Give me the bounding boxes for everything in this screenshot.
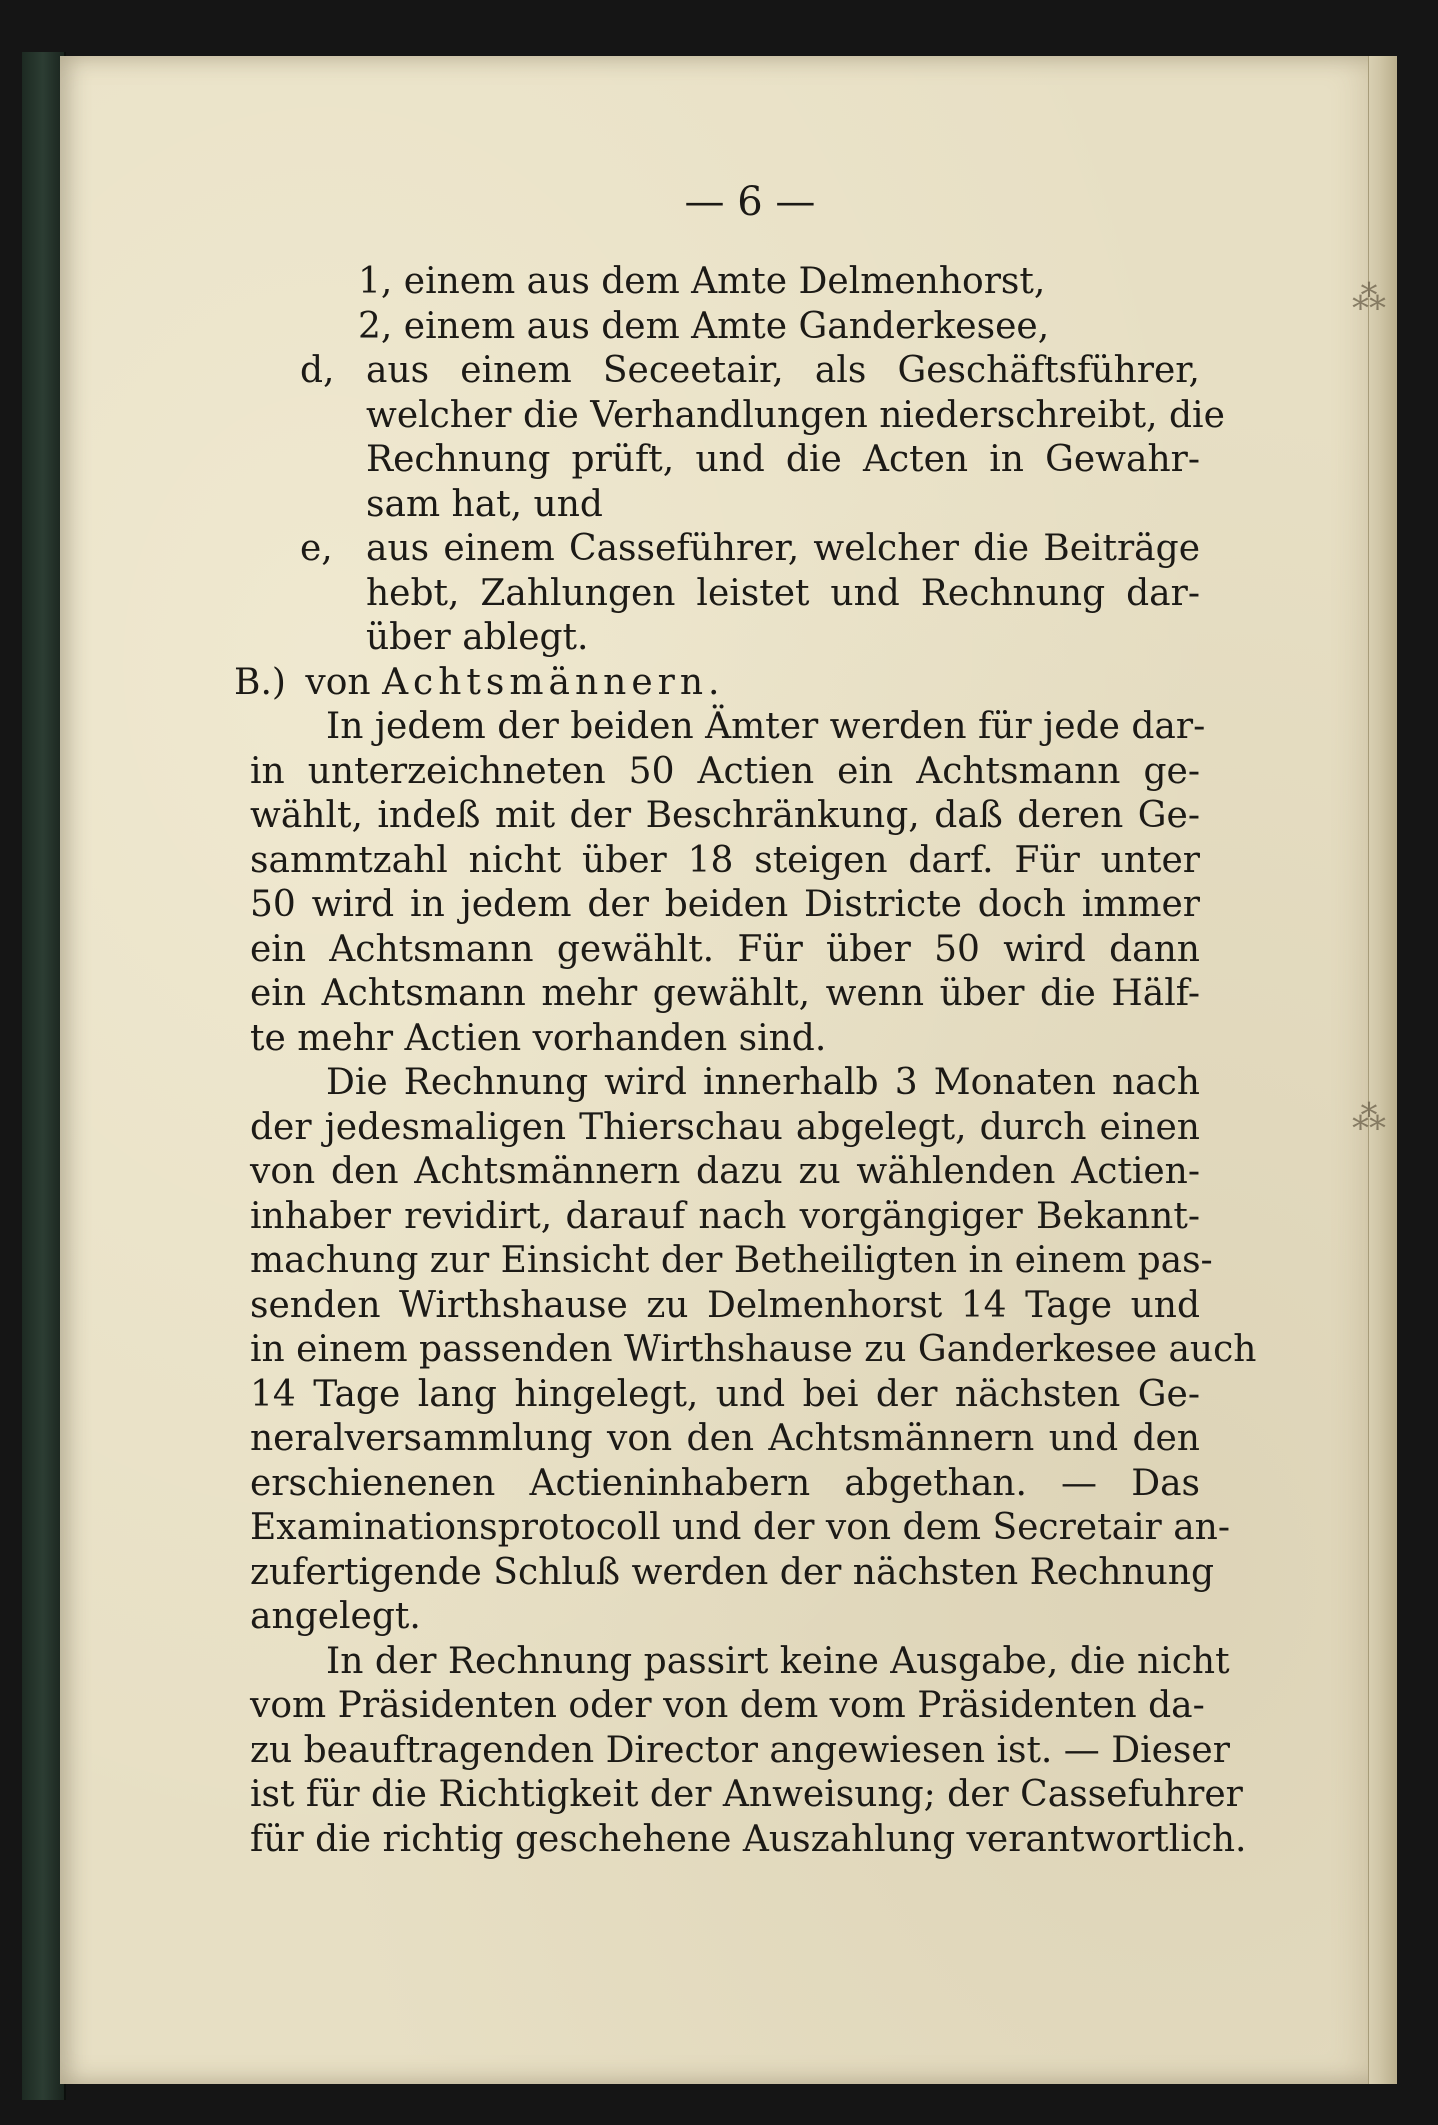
text-line: In der Rechnung passirt keine Ausgabe, die nicht: [326, 1640, 1230, 1682]
text-line: Examinationsprotocoll und der von dem Secretair an-: [250, 1507, 1231, 1548]
list-item-e: [240, 527, 1200, 661]
next-page-edge: [1368, 56, 1397, 2084]
text-line: sammtzahl nicht über 18 steigen darf. Für unter: [250, 839, 1200, 881]
text-line: Die Rechnung wird innerhalb 3 Monaten nach: [326, 1062, 1200, 1103]
sub-list-item: 1, einem aus dem Amte Delmenhorst,: [358, 261, 1046, 302]
text-line: te mehr Actien vorhanden sind.: [250, 1017, 827, 1059]
section-prefix: von: [305, 661, 371, 703]
text-line: aus einem Casseführer, welcher die Beiträge: [366, 528, 1200, 569]
text-line: ein Achtsmann mehr gewählt, wenn über die Hälf-: [250, 973, 1200, 1014]
text-line: vom Präsidenten oder von dem vom Präsidenten da-: [250, 1685, 1205, 1726]
page-text: [234, 179, 1257, 1862]
text-line: zufertigende Schluß werden der nächsten Rechnung: [250, 1551, 1215, 1593]
text-line: der jedesmaligen Thierschau abgelegt, durch einen: [250, 1106, 1200, 1148]
text-line: für die richtig geschehene Auszahlung verantwortlich.: [250, 1818, 1247, 1860]
text-line: von den Achtsmännern dazu zu wählenden Actien-: [250, 1151, 1200, 1192]
text-line: neralversammlung von den Achtsmännern und den: [250, 1418, 1200, 1459]
list-label: e,: [300, 528, 333, 569]
text-line: machung zur Einsicht der Betheiligten in einem pas-: [250, 1240, 1213, 1281]
margin-mark-icon: ⁂: [1352, 278, 1386, 318]
text-line: angelegt.: [250, 1596, 421, 1637]
list-label: d,: [300, 350, 335, 391]
text-line: wählt, indeß mit der Beschränkung, daß deren Ge-: [250, 795, 1200, 836]
text-line: in unterzeichneten 50 Actien ein Achtsmann ge-: [250, 750, 1200, 792]
section-title: Achtsmännern.: [382, 661, 725, 703]
text-line: welcher die Verhandlungen niederschreibt, die: [366, 394, 1225, 436]
paragraph: [250, 705, 1206, 1061]
text-line: inhaber revidirt, darauf nach vorgängiger Bekannt-: [250, 1195, 1200, 1237]
text-line: zu beauftragenden Director angewiesen ist. — Dieser: [250, 1729, 1230, 1771]
text-line: in einem passenden Wirthshause zu Ganderkesee auch: [250, 1329, 1257, 1370]
section-label: B.): [234, 661, 286, 703]
list-item-d: [240, 349, 1225, 527]
section-heading: [234, 661, 1200, 706]
text-line: ein Achtsmann gewählt. Für über 50 wird dann: [250, 928, 1200, 970]
text-line: erschienenen Actieninhabern abgethan. — Das: [250, 1462, 1200, 1504]
text-line: Rechnung prüft, und die Acten in Gewahr-: [366, 439, 1200, 480]
sub-list-item: 2, einem aus dem Amte Ganderkesee,: [358, 305, 1050, 347]
paragraph: [250, 1640, 1247, 1863]
text-line: In jedem der beiden Ämter werden für jede dar-: [326, 706, 1206, 747]
text-line: 14 Tage lang hingelegt, und bei der nächsten Ge-: [250, 1373, 1200, 1415]
text-line: über ablegt.: [366, 617, 589, 658]
text-line: hebt, Zahlungen leistet und Rechnung dar-: [366, 572, 1200, 614]
text-line: ist für die Richtigkeit der Anweisung; der Cassefuhrer: [250, 1774, 1243, 1815]
margin-mark-icon: ⁂: [1352, 1098, 1386, 1138]
paragraph: [250, 1061, 1257, 1640]
sub-list: [240, 260, 1200, 349]
text-line: senden Wirthshause zu Delmenhorst 14 Tage und: [250, 1284, 1200, 1326]
page-number: — 6 —: [684, 179, 816, 225]
text-line: 50 wird in jedem der beiden Districte doch immer: [250, 884, 1200, 925]
text-line: sam hat, und: [366, 483, 603, 525]
text-line: aus einem Seceetair, als Geschäftsführer,: [366, 350, 1200, 391]
